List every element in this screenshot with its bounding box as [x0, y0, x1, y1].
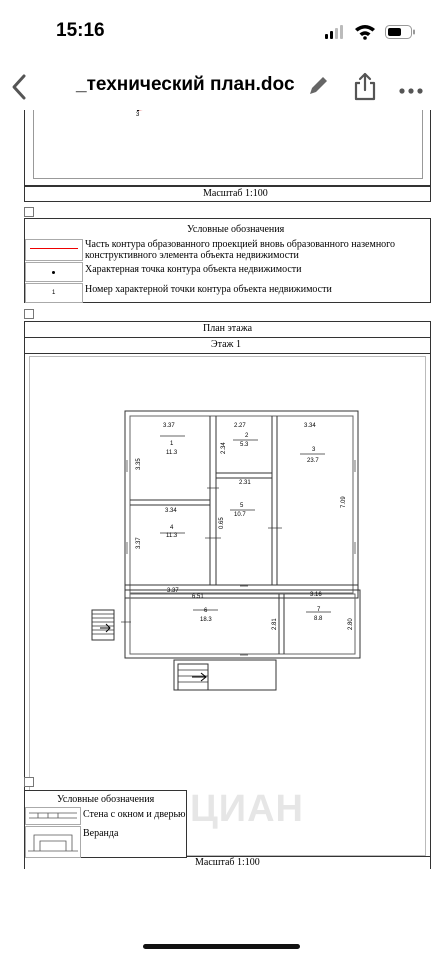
legend-veranda-text: Веранда	[83, 828, 119, 839]
dimension-label: 3.34	[165, 508, 177, 514]
nav-bar	[0, 66, 443, 110]
contour-line	[34, 110, 424, 128]
legend-symbol-veranda	[25, 826, 81, 858]
room-number: 5	[240, 503, 244, 509]
plan-scale: Масштаб 1:100	[195, 857, 260, 868]
status-icons	[325, 24, 417, 45]
status-bar	[0, 0, 443, 66]
dimension-label: 3.37	[163, 423, 175, 429]
dimension-label: 3.37	[136, 537, 142, 549]
dimension-label: 0.65	[219, 517, 225, 529]
checkbox[interactable]	[24, 777, 34, 787]
legend-symbol-point	[25, 262, 83, 282]
room-area: 23.7	[307, 458, 319, 464]
plan-title-row	[25, 322, 430, 338]
legend-table-2	[24, 790, 187, 858]
home-indicator	[143, 944, 300, 949]
more-button[interactable]	[398, 82, 424, 100]
number-sample: 1	[52, 290, 56, 296]
legend-text-2: Характерная точка контура объекта недвижимости	[85, 264, 302, 275]
room-area: 18.3	[200, 617, 212, 623]
wifi-icon	[355, 25, 375, 40]
point-sample	[52, 271, 55, 274]
dimension-label: 3.16	[310, 592, 322, 598]
dimension-label: 3.37	[167, 588, 179, 594]
room-number: 4	[170, 525, 174, 531]
watermark: ЦИАН	[190, 788, 304, 830]
dimension-label: 2.80	[348, 618, 354, 630]
dimension-label: 6.51	[192, 594, 204, 600]
veranda-icon	[26, 827, 80, 857]
back-button[interactable]	[6, 68, 32, 106]
cellular-signal-icon	[325, 25, 343, 39]
status-time: 15:16	[56, 20, 105, 41]
legend-text-3: Номер характерной точки контура объекта недвижимости	[85, 284, 332, 295]
room-number: 7	[317, 607, 321, 613]
scale-label: Масштаб 1:100	[203, 188, 268, 199]
battery-icon	[386, 26, 416, 39]
checkbox[interactable]	[24, 207, 34, 217]
room-area: 8.8	[314, 616, 323, 622]
legend-title: Условные обозначения	[57, 794, 155, 805]
legend-symbol-wall	[25, 807, 81, 825]
red-line-sample	[30, 248, 78, 249]
share-button[interactable]	[352, 72, 378, 107]
scale-row-1	[24, 186, 431, 202]
document-title: _технический план.doc	[76, 74, 295, 95]
room-number: 6	[204, 608, 208, 614]
floor-row	[25, 338, 430, 354]
more-dots-icon	[398, 87, 424, 95]
drawing-area	[29, 356, 426, 856]
floor-label: Этаж 1	[211, 339, 241, 350]
dimension-label: 2.31	[239, 480, 251, 486]
room-area: 10.7	[234, 512, 246, 518]
share-icon	[352, 72, 378, 102]
legend-wall-text: Стена с окном и дверью	[83, 809, 186, 820]
room-number: 2	[245, 433, 249, 439]
dimension-label: 3.35	[136, 458, 142, 470]
document-view[interactable]	[0, 110, 443, 942]
legend-symbol-red-line	[25, 239, 83, 261]
legend-table-1	[24, 218, 431, 303]
room-number: 3	[312, 447, 316, 453]
room-area: 5.3	[240, 442, 249, 448]
chevron-left-icon	[6, 68, 32, 106]
dimension-label: 7.09	[341, 496, 347, 508]
legend-symbol-number	[25, 283, 83, 303]
plan-title: План этажа	[203, 323, 253, 334]
dimension-label: 3.34	[304, 423, 316, 429]
scale-row-2	[25, 856, 430, 870]
room-number: 1	[170, 441, 174, 447]
floor-plan-frame	[24, 321, 431, 869]
pencil-icon	[306, 74, 330, 98]
legend-text-1: Часть контура образованного проекцией вновь образованного наземного конструктивного элемента объекта недвижимости	[85, 239, 396, 261]
point-number: 3	[136, 112, 140, 118]
legend-title: Условные обозначения	[187, 224, 285, 235]
checkbox[interactable]	[24, 309, 34, 319]
scheme-inner	[33, 110, 423, 179]
room-area: 11.3	[166, 533, 178, 539]
wall-window-door-icon	[26, 808, 80, 824]
room-area: 11.3	[166, 450, 178, 456]
dimension-label: 2.27	[234, 423, 246, 429]
edit-button[interactable]	[306, 74, 330, 103]
dimension-label: 2.34	[221, 442, 227, 454]
scheme-frame	[24, 110, 431, 186]
dimension-label: 2.81	[272, 618, 278, 630]
